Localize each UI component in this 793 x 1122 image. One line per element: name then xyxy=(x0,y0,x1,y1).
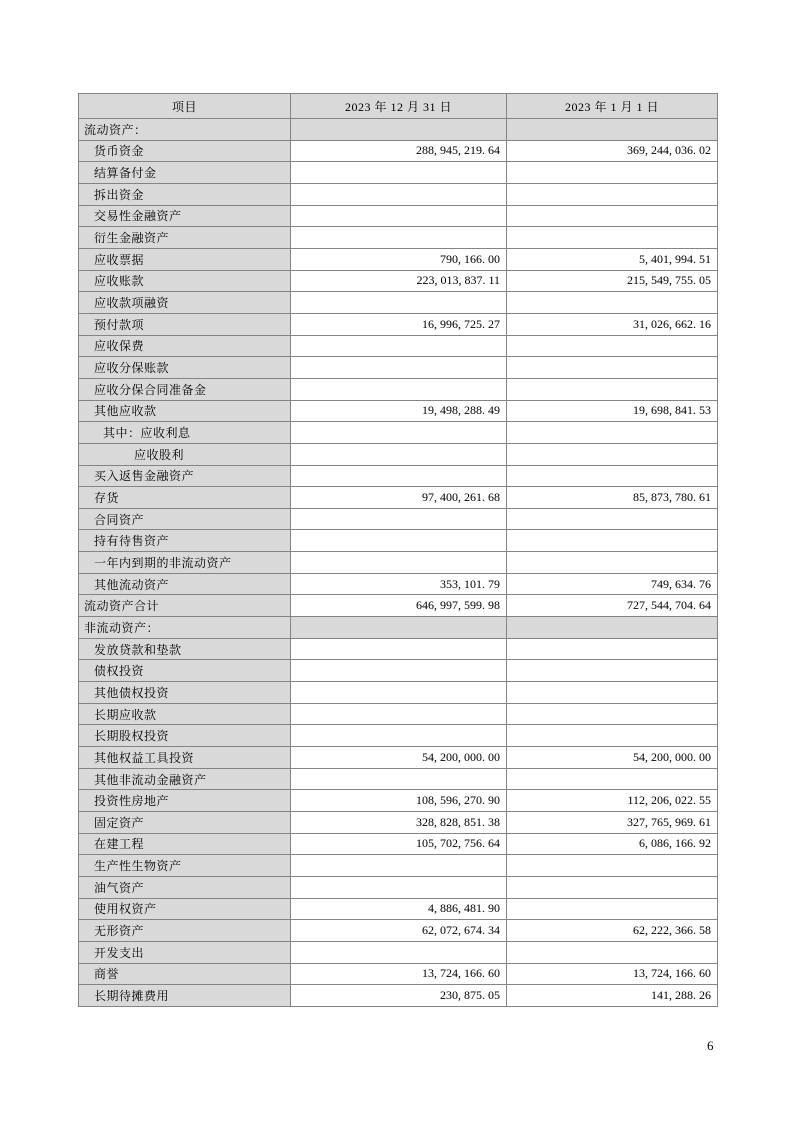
value-cell-prior xyxy=(507,378,718,400)
value-cell-current: 790, 166. 00 xyxy=(291,248,507,270)
table-row xyxy=(79,443,718,465)
table-row xyxy=(79,660,718,682)
value-cell-prior xyxy=(507,898,718,920)
table-row xyxy=(79,617,718,639)
item-cell: 在建工程 xyxy=(79,833,291,855)
value-cell-prior: 369, 244, 036. 02 xyxy=(507,140,718,162)
item-cell: 其他债权投资 xyxy=(79,682,291,704)
value-cell-prior: 5, 401, 994. 51 xyxy=(507,248,718,270)
value-cell-prior: 141, 288. 26 xyxy=(507,985,718,1007)
table-row xyxy=(79,876,718,898)
value-cell-current xyxy=(291,768,507,790)
value-cell-prior xyxy=(507,941,718,963)
table-row xyxy=(79,703,718,725)
table-row xyxy=(79,119,718,141)
value-cell-prior: 327, 765, 969. 61 xyxy=(507,812,718,834)
item-cell: 存货 xyxy=(79,487,291,509)
value-cell-current xyxy=(291,205,507,227)
table-row xyxy=(79,508,718,530)
value-cell-current xyxy=(291,703,507,725)
table-row xyxy=(79,400,718,422)
value-cell-current xyxy=(291,335,507,357)
value-cell-current xyxy=(291,638,507,660)
value-cell-prior xyxy=(507,292,718,314)
item-cell: 货币资金 xyxy=(79,140,291,162)
value-cell-prior: 112, 206, 022. 55 xyxy=(507,790,718,812)
item-cell: 应收股利 xyxy=(79,443,291,465)
table-row xyxy=(79,335,718,357)
page-number: 6 xyxy=(707,1038,714,1053)
item-cell: 其他非流动金融资产 xyxy=(79,768,291,790)
value-cell-current xyxy=(291,508,507,530)
value-cell-prior xyxy=(507,183,718,205)
item-cell: 结算备付金 xyxy=(79,162,291,184)
item-cell: 长期应收款 xyxy=(79,703,291,725)
value-cell-current: 353, 101. 79 xyxy=(291,573,507,595)
value-cell-prior: 31, 026, 662. 16 xyxy=(507,313,718,335)
value-cell-prior xyxy=(507,205,718,227)
value-cell-prior xyxy=(507,227,718,249)
table-row xyxy=(79,833,718,855)
item-cell: 交易性金融资产 xyxy=(79,205,291,227)
value-cell-current xyxy=(291,378,507,400)
value-cell-prior xyxy=(507,855,718,877)
item-cell: 开发支出 xyxy=(79,941,291,963)
item-cell: 其他流动资产 xyxy=(79,573,291,595)
value-cell-prior xyxy=(507,335,718,357)
item-cell: 商誉 xyxy=(79,963,291,985)
value-cell-current xyxy=(291,876,507,898)
value-cell-current: 54, 200, 000. 00 xyxy=(291,747,507,769)
table-row xyxy=(79,855,718,877)
value-cell-current: 108, 596, 270. 90 xyxy=(291,790,507,812)
table-row xyxy=(79,747,718,769)
value-cell-current xyxy=(291,292,507,314)
table-row xyxy=(79,487,718,509)
item-cell: 无形资产 xyxy=(79,920,291,942)
item-cell: 固定资产 xyxy=(79,812,291,834)
table-row xyxy=(79,812,718,834)
value-cell-prior xyxy=(507,725,718,747)
item-cell: 其中：应收利息 xyxy=(79,422,291,444)
item-cell: 生产性生物资产 xyxy=(79,855,291,877)
value-cell-prior: 13, 724, 166. 60 xyxy=(507,963,718,985)
value-cell-prior xyxy=(507,465,718,487)
value-cell-prior: 54, 200, 000. 00 xyxy=(507,747,718,769)
table-row xyxy=(79,941,718,963)
value-cell-current xyxy=(291,855,507,877)
item-cell: 发放贷款和垫款 xyxy=(79,638,291,660)
value-cell-prior xyxy=(507,119,718,141)
table-row xyxy=(79,985,718,1007)
table-row xyxy=(79,530,718,552)
value-cell-current xyxy=(291,682,507,704)
value-cell-current: 16, 996, 725. 27 xyxy=(291,313,507,335)
value-cell-current xyxy=(291,941,507,963)
value-cell-prior xyxy=(507,682,718,704)
table-row xyxy=(79,162,718,184)
value-cell-current xyxy=(291,443,507,465)
item-cell: 预付款项 xyxy=(79,313,291,335)
value-cell-prior xyxy=(507,508,718,530)
item-cell: 流动资产合计 xyxy=(79,595,291,617)
value-cell-prior xyxy=(507,638,718,660)
column-header-current-period: 2023 年 12 月 31 日 xyxy=(291,94,507,119)
item-cell: 应收分保合同准备金 xyxy=(79,378,291,400)
value-cell-current: 328, 828, 851. 38 xyxy=(291,812,507,834)
table-row xyxy=(79,357,718,379)
value-cell-current: 4, 886, 481. 90 xyxy=(291,898,507,920)
item-cell: 合同资产 xyxy=(79,508,291,530)
value-cell-current: 288, 945, 219. 64 xyxy=(291,140,507,162)
table-row xyxy=(79,422,718,444)
table-row xyxy=(79,205,718,227)
table-row xyxy=(79,313,718,335)
column-header-item: 项目 xyxy=(79,94,291,119)
item-cell: 应收分保账款 xyxy=(79,357,291,379)
value-cell-current xyxy=(291,422,507,444)
value-cell-current: 105, 702, 756. 64 xyxy=(291,833,507,855)
table-row xyxy=(79,248,718,270)
header-row xyxy=(79,94,718,119)
value-cell-current xyxy=(291,227,507,249)
item-cell: 应收款项融资 xyxy=(79,292,291,314)
value-cell-prior: 215, 549, 755. 05 xyxy=(507,270,718,292)
value-cell-prior xyxy=(507,443,718,465)
table-row xyxy=(79,183,718,205)
table-row xyxy=(79,227,718,249)
table-row xyxy=(79,920,718,942)
value-cell-current: 13, 724, 166. 60 xyxy=(291,963,507,985)
table-row xyxy=(79,790,718,812)
value-cell-current xyxy=(291,617,507,639)
item-cell: 其他权益工具投资 xyxy=(79,747,291,769)
item-cell: 流动资产： xyxy=(79,119,291,141)
column-header-prior-period: 2023 年 1 月 1 日 xyxy=(507,94,718,119)
value-cell-current: 223, 013, 837. 11 xyxy=(291,270,507,292)
item-cell: 持有待售资产 xyxy=(79,530,291,552)
item-cell: 买入返售金融资产 xyxy=(79,465,291,487)
value-cell-current xyxy=(291,660,507,682)
table-row xyxy=(79,378,718,400)
table-row xyxy=(79,963,718,985)
value-cell-prior xyxy=(507,660,718,682)
table-row xyxy=(79,725,718,747)
value-cell-current xyxy=(291,465,507,487)
value-cell-prior xyxy=(507,530,718,552)
item-cell: 一年内到期的非流动资产 xyxy=(79,552,291,574)
item-cell: 非流动资产： xyxy=(79,617,291,639)
item-cell: 拆出资金 xyxy=(79,183,291,205)
value-cell-current xyxy=(291,357,507,379)
item-cell: 投资性房地产 xyxy=(79,790,291,812)
value-cell-prior: 6, 086, 166. 92 xyxy=(507,833,718,855)
value-cell-prior xyxy=(507,552,718,574)
table-row xyxy=(79,465,718,487)
value-cell-prior xyxy=(507,422,718,444)
value-cell-prior: 19, 698, 841. 53 xyxy=(507,400,718,422)
value-cell-current: 97, 400, 261. 68 xyxy=(291,487,507,509)
item-cell: 债权投资 xyxy=(79,660,291,682)
value-cell-prior xyxy=(507,617,718,639)
value-cell-prior xyxy=(507,703,718,725)
value-cell-prior: 749, 634. 76 xyxy=(507,573,718,595)
balance-sheet xyxy=(78,93,717,1007)
value-cell-current: 230, 875. 05 xyxy=(291,985,507,1007)
value-cell-current: 646, 997, 599. 98 xyxy=(291,595,507,617)
item-cell: 衍生金融资产 xyxy=(79,227,291,249)
value-cell-current xyxy=(291,530,507,552)
value-cell-prior: 62, 222, 366. 58 xyxy=(507,920,718,942)
table-row xyxy=(79,682,718,704)
table-row xyxy=(79,768,718,790)
value-cell-prior: 85, 873, 780. 61 xyxy=(507,487,718,509)
item-cell: 应收票据 xyxy=(79,248,291,270)
table-row xyxy=(79,573,718,595)
item-cell: 油气资产 xyxy=(79,876,291,898)
table-row xyxy=(79,552,718,574)
table-row xyxy=(79,292,718,314)
table-row xyxy=(79,140,718,162)
value-cell-prior xyxy=(507,357,718,379)
value-cell-prior xyxy=(507,162,718,184)
item-cell: 应收保费 xyxy=(79,335,291,357)
item-cell: 长期待摊费用 xyxy=(79,985,291,1007)
table-row xyxy=(79,270,718,292)
item-cell: 应收账款 xyxy=(79,270,291,292)
table-header xyxy=(79,94,718,119)
value-cell-current: 62, 072, 674. 34 xyxy=(291,920,507,942)
value-cell-prior: 727, 544, 704. 64 xyxy=(507,595,718,617)
balance-sheet-table xyxy=(78,93,718,1007)
value-cell-current xyxy=(291,552,507,574)
value-cell-current xyxy=(291,725,507,747)
table-row xyxy=(79,595,718,617)
table-row xyxy=(79,898,718,920)
value-cell-current xyxy=(291,119,507,141)
value-cell-current xyxy=(291,162,507,184)
value-cell-prior xyxy=(507,876,718,898)
item-cell: 使用权资产 xyxy=(79,898,291,920)
item-cell: 其他应收款 xyxy=(79,400,291,422)
table-body xyxy=(79,119,718,1007)
value-cell-current: 19, 498, 288. 49 xyxy=(291,400,507,422)
value-cell-current xyxy=(291,183,507,205)
table-row xyxy=(79,638,718,660)
value-cell-prior xyxy=(507,768,718,790)
item-cell: 长期股权投资 xyxy=(79,725,291,747)
